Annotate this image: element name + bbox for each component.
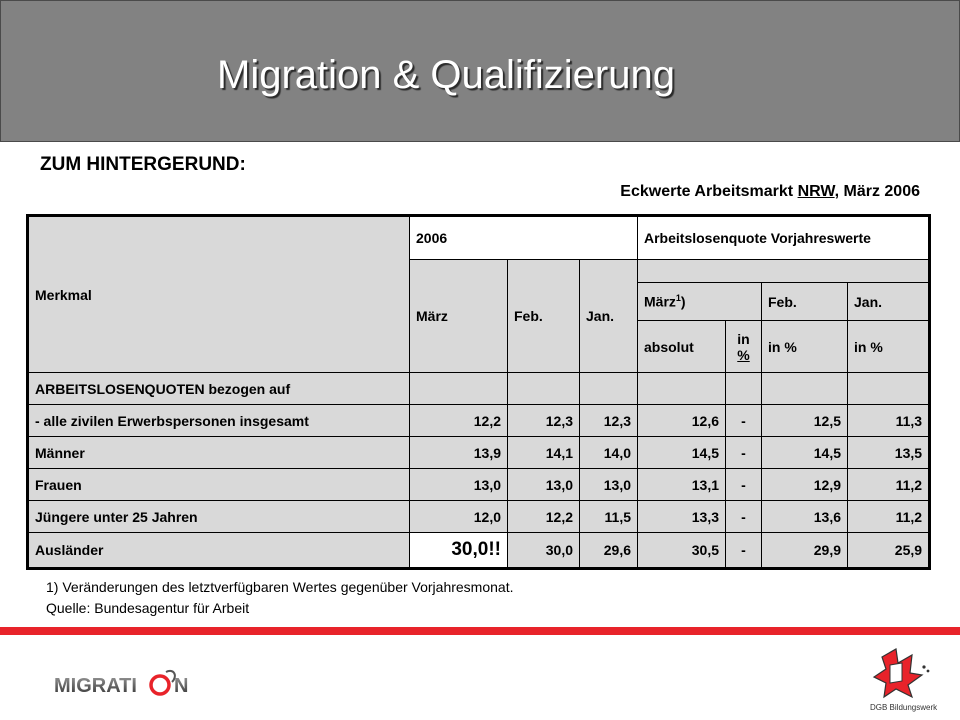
cell-maerz: 13,9 — [410, 437, 508, 469]
logo-wordmark-b: N — [174, 675, 189, 697]
cell-jan: 14,0 — [580, 437, 638, 469]
table-row — [28, 405, 930, 437]
cell-prev-abs: 14,5 — [638, 437, 726, 469]
month-header-jan: Jan. — [580, 260, 638, 373]
caption-suffix: , März 2006 — [834, 183, 920, 200]
section-heading: ZUM HINTERGERUND: — [40, 154, 246, 175]
cell-maerz: 12,0 — [410, 501, 508, 533]
cell-maerz: 13,0 — [410, 469, 508, 501]
logo-dot-icon — [927, 670, 930, 673]
month-header-feb: Feb. — [508, 260, 580, 373]
cell-maerz: 12,2 — [410, 405, 508, 437]
empty-cell — [508, 373, 580, 405]
in-pct-a: in — [737, 330, 750, 347]
empty-cell — [638, 373, 726, 405]
cell-feb: 13,0 — [508, 469, 580, 501]
dgb-bildungswerk-logo — [868, 645, 938, 701]
table-row — [28, 469, 930, 501]
footnote-1: 1) Veränderungen des letztverfügbaren Wertes gegenüber Vorjahresmonat. — [46, 579, 514, 595]
sub-header-in-pct — [726, 321, 762, 373]
prev-spacer-cell — [638, 260, 930, 283]
logo-book-icon — [890, 663, 902, 683]
cell-jan: 29,6 — [580, 533, 638, 569]
table-row — [28, 501, 930, 533]
logo-dot-icon — [922, 665, 925, 668]
footnote-marker: 1 — [675, 293, 681, 304]
prev-maerz-label: März — [644, 293, 676, 310]
table-row — [28, 533, 930, 569]
labor-market-table — [26, 214, 931, 570]
cell-prev-pct: - — [726, 533, 762, 569]
cell-maerz-highlight: 30,0!! — [410, 533, 508, 569]
footnote-block — [46, 577, 513, 619]
cell-feb: 14,1 — [508, 437, 580, 469]
cell-prev-feb: 29,9 — [762, 533, 848, 569]
cell-prev-pct: - — [726, 501, 762, 533]
page-title: Migration & Qualifizierung — [217, 53, 675, 97]
cell-prev-jan: 11,2 — [848, 469, 930, 501]
cell-prev-jan: 25,9 — [848, 533, 930, 569]
sub-header-feb-pct: in % — [762, 321, 848, 373]
empty-cell — [848, 373, 930, 405]
sub-header-jan-pct: in % — [848, 321, 930, 373]
cell-feb: 30,0 — [508, 533, 580, 569]
in-pct-b: % — [737, 346, 750, 363]
cell-prev-pct: - — [726, 437, 762, 469]
title-banner — [0, 0, 960, 142]
cell-prev-jan: 11,2 — [848, 501, 930, 533]
cell-prev-feb: 12,5 — [762, 405, 848, 437]
prev-header-jan: Jan. — [848, 283, 930, 321]
row-label: Jüngere unter 25 Jahren — [28, 501, 410, 533]
row-label: Männer — [28, 437, 410, 469]
cell-prev-abs: 13,1 — [638, 469, 726, 501]
cell-prev-pct: - — [726, 469, 762, 501]
table-row — [28, 437, 930, 469]
row-label: - alle zivilen Erwerbspersonen insgesamt — [28, 405, 410, 437]
migration-logo — [50, 658, 210, 704]
cell-feb: 12,3 — [508, 405, 580, 437]
cell-jan: 12,3 — [580, 405, 638, 437]
empty-cell — [580, 373, 638, 405]
prev-header-feb: Feb. — [762, 283, 848, 321]
merkmal-header: Merkmal — [28, 216, 410, 373]
year-header: 2006 — [410, 216, 638, 260]
row-label: Ausländer — [28, 533, 410, 569]
logo-wordmark-a: MIGRATI — [54, 675, 137, 697]
group-row-label: ARBEITSLOSENQUOTEN bezogen auf — [28, 373, 410, 405]
cell-prev-feb: 12,9 — [762, 469, 848, 501]
cell-feb: 12,2 — [508, 501, 580, 533]
source-note: Quelle: Bundesagentur für Arbeit — [46, 600, 250, 616]
month-header-maerz: März — [410, 260, 508, 373]
red-divider — [0, 627, 960, 635]
cell-prev-abs: 13,3 — [638, 501, 726, 533]
caption-region: NRW — [797, 183, 835, 200]
empty-cell — [762, 373, 848, 405]
empty-cell — [726, 373, 762, 405]
cell-prev-pct: - — [726, 405, 762, 437]
caption-prefix: Eckwerte Arbeitsmarkt — [620, 183, 798, 200]
cell-prev-abs: 12,6 — [638, 405, 726, 437]
empty-cell — [410, 373, 508, 405]
cell-jan: 11,5 — [580, 501, 638, 533]
prev-maerz-suffix: ) — [680, 293, 686, 310]
cell-prev-feb: 14,5 — [762, 437, 848, 469]
row-label: Frauen — [28, 469, 410, 501]
logo-ring-icon — [151, 676, 169, 694]
cell-prev-abs: 30,5 — [638, 533, 726, 569]
prev-year-header: Arbeitslosenquote Vorjahreswerte — [638, 216, 930, 260]
table-caption — [620, 183, 920, 201]
cell-prev-feb: 13,6 — [762, 501, 848, 533]
cell-jan: 13,0 — [580, 469, 638, 501]
dgb-credit: DGB Bildungswerk — [870, 703, 938, 712]
cell-prev-jan: 11,3 — [848, 405, 930, 437]
prev-header-maerz — [638, 283, 762, 321]
sub-header-absolut: absolut — [638, 321, 726, 373]
cell-prev-jan: 13,5 — [848, 437, 930, 469]
